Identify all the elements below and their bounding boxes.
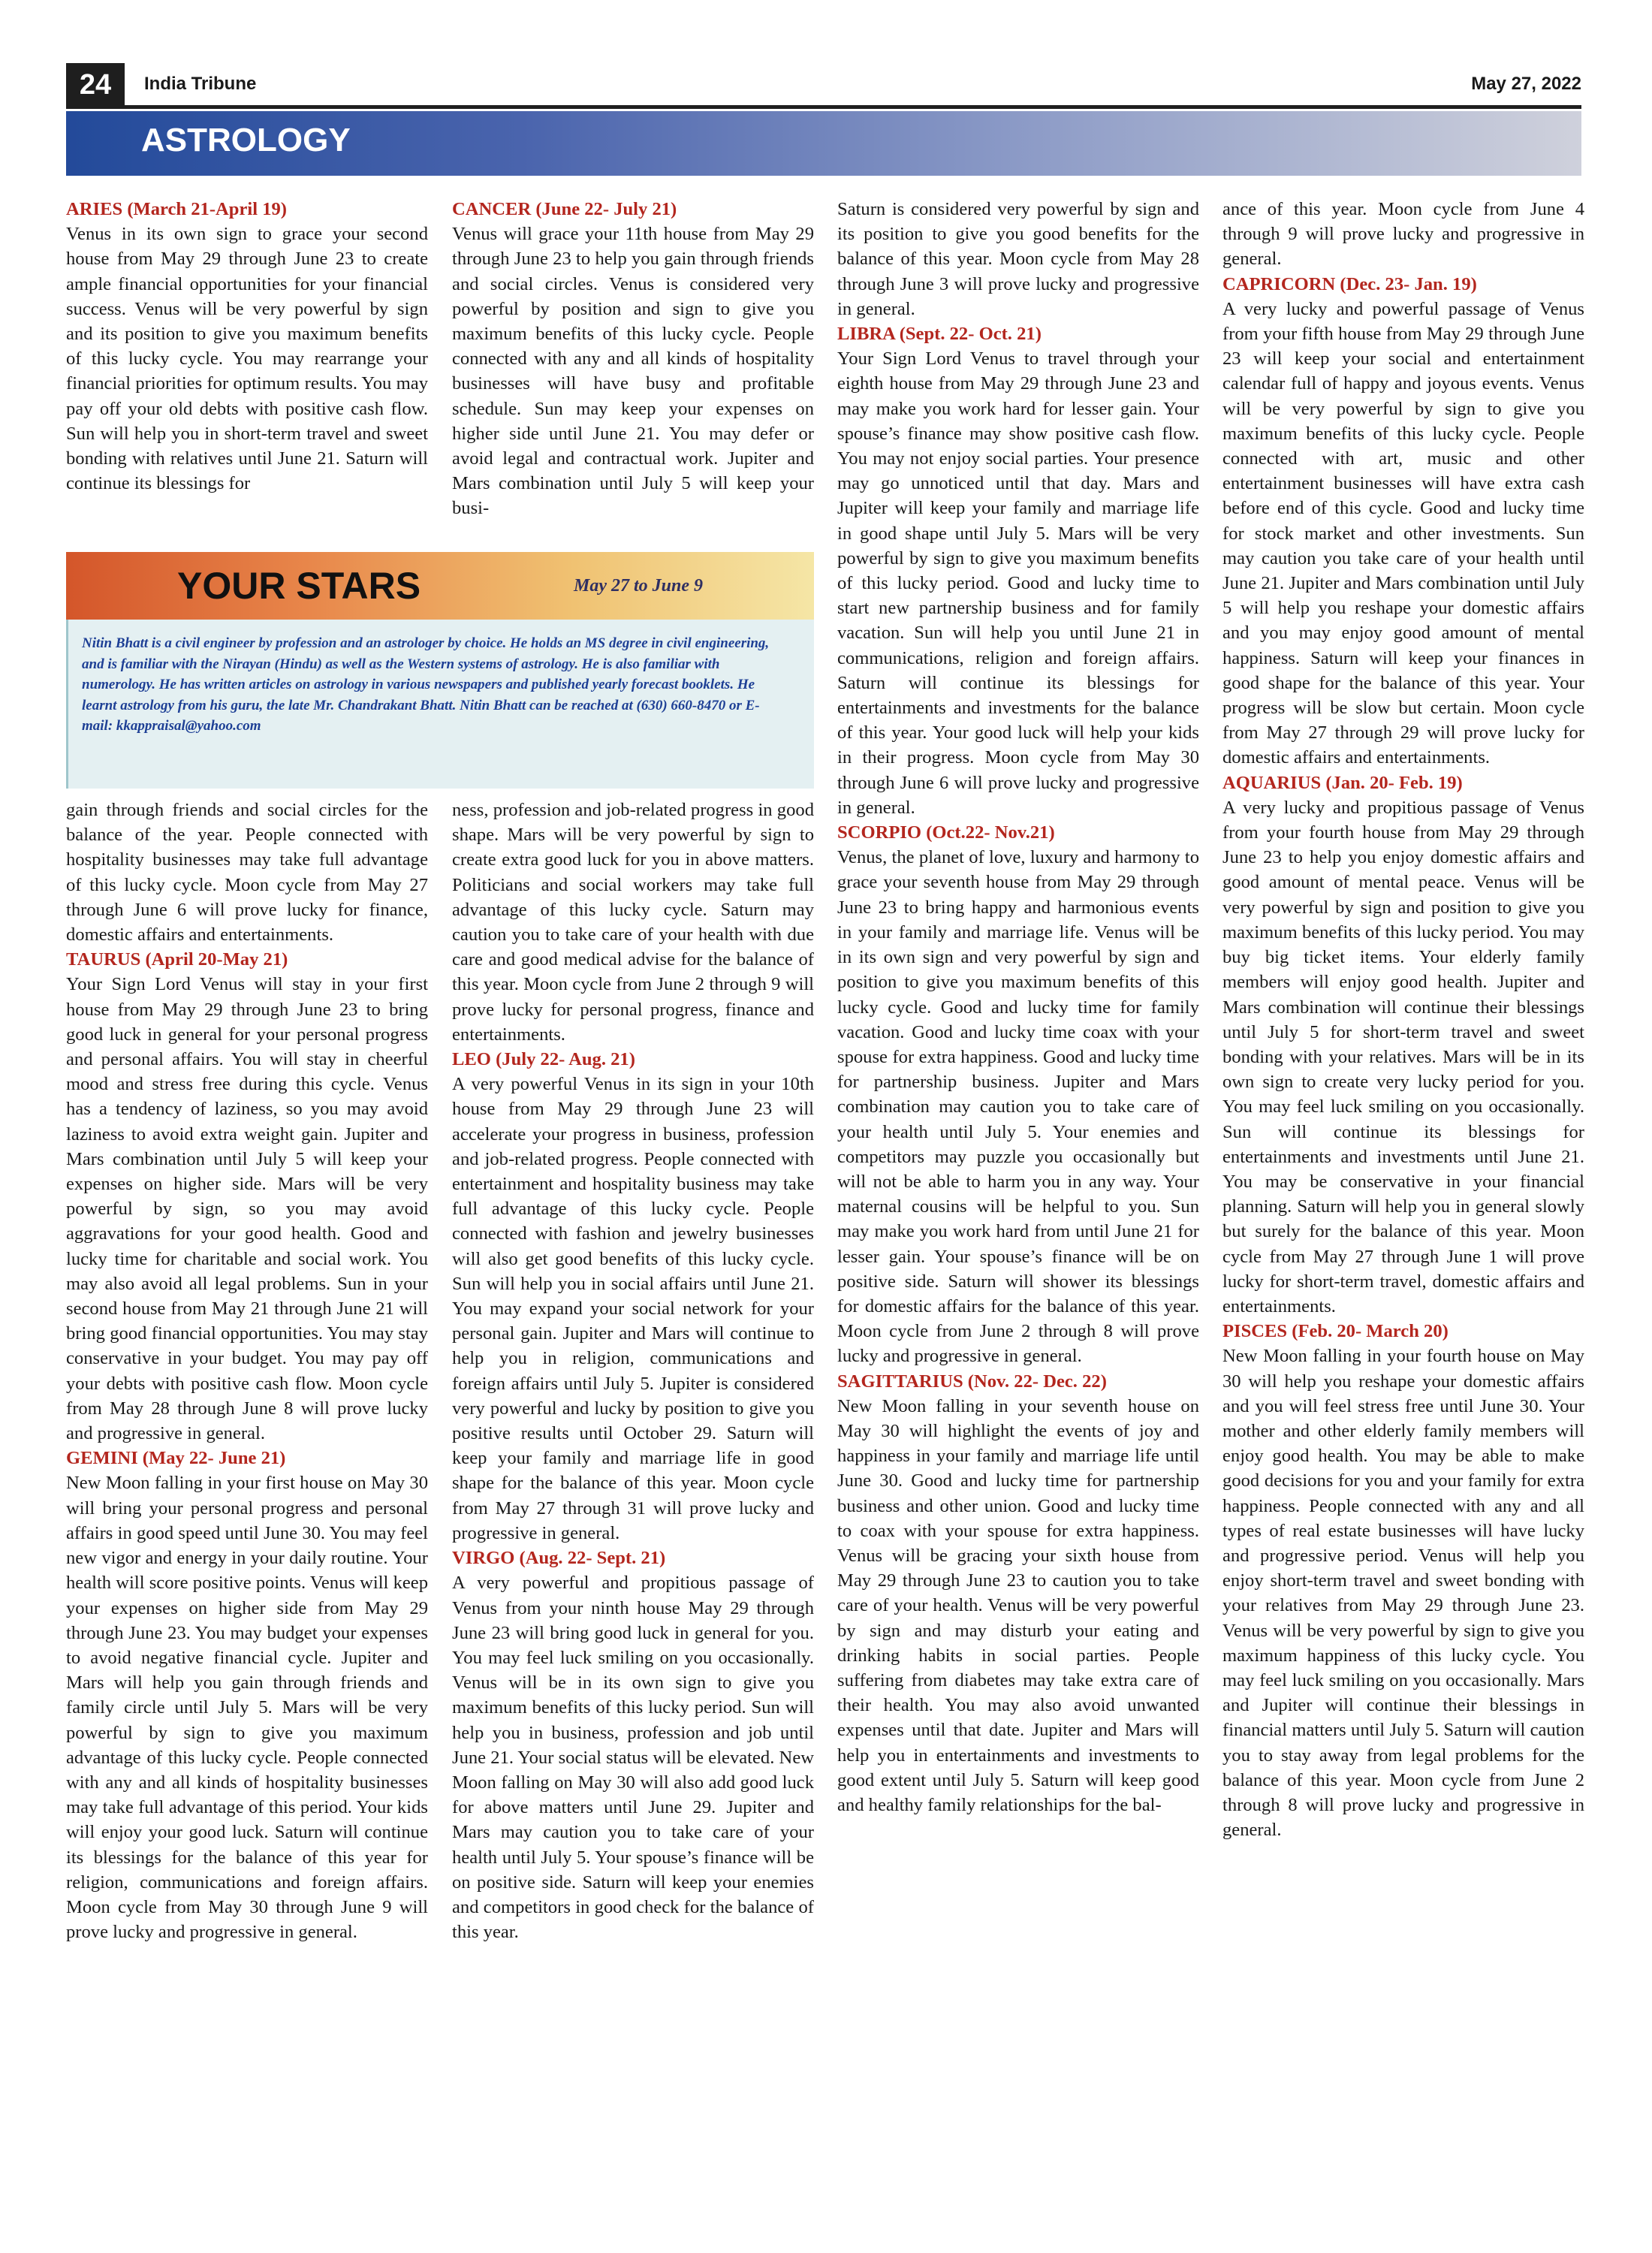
publication-name: India Tribune xyxy=(144,74,257,94)
sign-heading-aries: ARIES (March 21-April 19) xyxy=(66,199,287,219)
section-title: ASTROLOGY xyxy=(141,122,351,158)
column-2-top xyxy=(452,197,814,521)
sign-text-sagittarius: New Moon falling in your seventh house on May 30 will highlight the events of joy and happiness in your family and marriage life until June 30. Good and lucky time for partnership business and other union. Good and lucky time to coax with your spouse for extra happiness. Venus will be gracing your sixth house from May 29 through June 23 to caution you to take care of your health. Venus will be very powerful by sign and may disturb your eating and drinking habits in social parties. People suffering from diabetes may take extra care of their health. You may also avoid unwanted expenses until that date. Jupiter and Mars will help you in entertainments and investments to good extent until July 5. Saturn will keep good and healthy family relationships for the bal- xyxy=(837,1395,1199,1815)
sign-heading-leo: LEO (July 22- Aug. 21) xyxy=(452,1049,635,1070)
sign-heading-aquarius: AQUARIUS (Jan. 20- Feb. 19) xyxy=(1222,772,1463,793)
sign-text-aries-part1: Venus in its own sign to grace your second house from May 29 through June 23 to create ample financial opportunities for your financial success. Venus will be very powerful by sign and its position to give you maximum benefits of this lucky cycle. You may rearrange your financial priorities for optimum results. You may pay off your old debts with positive cash flow. Sun will help you in short-term travel and sweet bonding with relatives until June 21. Saturn will continue its blessings for xyxy=(66,224,428,494)
column-4 xyxy=(1222,197,1584,1842)
sign-text-taurus: Your Sign Lord Venus will stay in your first house from May 29 through June 23 to bring good luck in general for your personal progress and personal affairs. You will stay in cheerful mood and stress free during this cycle. Venus has a tendency of laziness, so you may avoid laziness to avoid extra weight gain. Jupiter and Mars combination until July 5 will keep your expenses on higher side. Mars will be very powerful by sign, so you may avoid aggravations for your good health. Good and lucky time for charitable and social work. You may also avoid all legal problems. Sun in your second house from May 21 through June 21 will bring good financial opportunities. You may stay conservative in your budget. You may pay off your debts with positive cash flow. Moon cycle from May 28 through June 8 will prove lucky and progressive in general. xyxy=(66,974,428,1444)
sign-heading-libra: LIBRA (Sept. 22- Oct. 21) xyxy=(837,324,1042,345)
column-1-top xyxy=(66,197,428,496)
sign-text-gemini: New Moon falling in your first house on May 30 will bring your personal progress and personal affairs in good speed until June 30. You may feel new vigor and energy in your daily routine. Your health will score positive points. Venus will keep your expenses on higher side from May 29 through June 23. You may budget your expenses to avoid negative financial cycle. Jupiter and Mars will help you gain through friends and family circle until July 5. Mars will be very powerful by sign to give you maximum advantage of this lucky cycle. People connected with any and all kinds of hospitality businesses may take full advantage of this period. Your kids will enjoy your good luck. Saturn will continue its blessings for the balance of this year for religion, communications and foreign affairs. Moon cycle from May 30 through June 9 will prove lucky and progressive in general. xyxy=(66,1473,428,1943)
sign-text-sagittarius-continued: ance of this year. Moon cycle from June 4 through 9 will prove lucky and progressive in general. xyxy=(1222,199,1584,270)
sign-text-aries-part2: gain through friends and social circles for the balance of the year. People connected with hospitality businesses may take full advantage of this lucky cycle. Moon cycle from May 27 through June 6 will prove lucky for finance, domestic affairs and entertainments. xyxy=(66,800,428,946)
sign-heading-taurus: TAURUS (April 20-May 21) xyxy=(66,949,288,970)
sign-heading-sagittarius: SAGITTARIUS (Nov. 22- Dec. 22) xyxy=(837,1371,1107,1392)
header-rule xyxy=(66,105,1581,109)
sign-text-libra: Your Sign Lord Venus to travel through your eighth house from May 29 through June 23 and may make you work hard for lesser gain. Your spouse’s finance may show positive cash flow. You may not enjoy social parties. Your presence may go unnoticed until that day. Mars and Jupiter will keep your family and marriage life in good shape until July 5. Mars will be very powerful by sign to give you maximum benefits of this lucky period. Good and lucky time to start new partnership business and for family vacation. Sun will help you until June 21 in communications, religion and foreign affairs. Saturn will continue its blessings for entertainments and investments for the balance of this year. Your good luck will help your kids in their progress. Moon cycle from May 30 through June 6 will prove lucky and progressive in general. xyxy=(837,348,1199,818)
sign-text-capricorn: A very lucky and powerful passage of Venus from your fifth house from May 29 through June 23 will keep your social and entertainment calendar full of happy and joyous events. Venus will be very powerful by sign to give you maximum benefits of this lucky cycle. People connected with art, music and other entertainment businesses will have extra cash before end of this cycle. Good and lucky time for stock market and other investments. Sun may caution you take care of your health until June 21. Jupiter and Mars combination until July 5 will help you reshape your domestic affairs and you may enjoy good amount of mental happiness. Saturn will keep your finances in good shape for the balance of this year. Your progress will be slow but certain. Moon cycle from May 27 through 29 will prove lucky for domestic affairs and entertainments. xyxy=(1222,298,1584,768)
page-number: 24 xyxy=(66,63,125,107)
your-stars-banner xyxy=(66,552,814,620)
page-header xyxy=(66,63,1581,110)
issue-date: May 27, 2022 xyxy=(1471,74,1581,94)
sign-text-virgo: A very powerful and propitious passage of Venus from your ninth house May 29 through June 23 will bring good luck in general for you. You may feel luck smiling on you occasionally. Venus will be in its own sign to give you maximum benefits of this lucky period. Sun will help you in business, profession and job until June 21. Your social status will be elevated. New Moon falling on May 30 will also add good luck for above matters until June 29. Jupiter and Mars may caution you to take care of your health until July 5. Your spouse’s finance will be on positive side. Saturn will keep your enemies and competitors in good check for the balance of this year. xyxy=(452,1573,814,1943)
sign-text-cancer-part1: Venus will grace your 11th house from May 29 through June 23 to help you gain through friends and social circles. Venus is considered very powerful by position and sign to give you maximum benefits of this lucky cycle. People connected with any and all kinds of hospitality businesses will have busy and profitable schedule. Sun may keep your expenses on higher side until June 21. You may defer or avoid legal and contractual work. Jupiter and Mars combination until July 5 will keep your busi- xyxy=(452,224,814,519)
sign-heading-pisces: PISCES (Feb. 20- March 20) xyxy=(1222,1321,1449,1342)
sign-text-virgo-continued: Saturn is considered very powerful by sign and its position to give you good benefits for the balance of this year. Moon cycle from May 28 through June 3 will prove lucky and progressive in general. xyxy=(837,199,1199,319)
sign-text-cancer-part2: ness, profession and job-related progress in good shape. Mars will be very powerful by sign to create extra good luck for you in above matters. Politicians and social workers may take full advantage of this lucky cycle. Saturn may caution you to take care of your health with due care and good medical advise for the balance of this year. Moon cycle from June 2 through 9 will prove lucky for personal progress, finance and entertainments. xyxy=(452,800,814,1045)
column-2-bottom xyxy=(452,798,814,1944)
feature-title: YOUR STARS xyxy=(177,565,421,607)
sign-heading-gemini: GEMINI (May 22- June 21) xyxy=(66,1448,286,1469)
section-banner xyxy=(66,111,1581,176)
author-bio-box xyxy=(66,620,814,789)
column-1-bottom xyxy=(66,798,428,1944)
feature-dates: May 27 to June 9 xyxy=(574,576,704,596)
author-bio: Nitin Bhatt is a civil engineer by profession and an astrologer by choice. He holds an MS degree in civil engineering, and is familiar with the Nirayan (Hindu) as well as the Western systems of astrology. He is also familiar with numerology. He has written articles on astrology in various newspapers and published yearly forecast booklets. He learnt astrology from his guru, the late Mr. Chandrakant Bhatt. Nitin Bhatt can be reached at (630) 660-8470 or E-mail: kkappraisal@yahoo.com xyxy=(82,635,770,734)
sign-text-pisces: New Moon falling in your fourth house on May 30 will help you reshape your domestic affairs and you will feel stress free until June 30. Your mother and other elderly family members will enjoy good health. You may be able to make good decisions for you and your family for extra happiness. People connected with any and all types of real estate businesses will have lucky and progressive period. Venus will help you enjoy short-term travel and sweet bonding with your relatives from May 29 through June 23. Venus will be very powerful by sign to give you maximum happiness of this lucky cycle. You may feel luck smiling on you occasionally. Mars and Jupiter will continue their blessings in financial matters until July 5. Saturn will caution you to stay away from legal problems for the balance of this year. Moon cycle from June 2 through 8 will prove lucky and progressive in general. xyxy=(1222,1346,1584,1841)
sign-text-leo: A very powerful Venus in its sign in your 10th house from May 29 through June 23 will accelerate your progress in business, profession and job-related progress. People connected with entertainment and hospitality business may take full advantage of this lucky cycle. People connected with fashion and jewelry businesses will also get good benefits of this lucky cycle. Sun will help you in social affairs until June 21. You may expand your social network for your personal gain. Jupiter and Mars will continue to help you in religion, communications and foreign affairs until July 5. Jupiter is considered very powerful and lucky by position to give you positive results until October 29. Saturn will keep your family and marriage life in good shape for the balance of this year. Moon cycle from May 27 through 31 will prove lucky and progressive in general. xyxy=(452,1074,814,1543)
sign-text-scorpio: Venus, the planet of love, luxury and harmony to grace your seventh house from May 29 through June 23 to bring happy and harmonious events in your family and marriage life. Venus will be in its own sign and very powerful by sign and position to give you maximum benefits of this lucky cycle. Good and lucky time for family vacation. Good and lucky time coax with your spouse for extra happiness. Good and lucky time for partnership business. Jupiter and Mars combination may caution you to take care of your health until July 5. Your enemies and competitors may puzzle you occasionally but will not be able to harm you in any way. Your maternal cousins will be helpful to you. Sun may make you work hard from until June 21 for lesser gain. Your spouse’s finance will be on positive side. Saturn will shower its blessings for domestic affairs for the balance of this year. Moon cycle from June 2 through 8 will prove lucky and progressive in general. xyxy=(837,847,1199,1367)
sign-heading-scorpio: SCORPIO (Oct.22- Nov.21) xyxy=(837,822,1055,843)
sign-heading-virgo: VIRGO (Aug. 22- Sept. 21) xyxy=(452,1548,666,1569)
column-3 xyxy=(837,197,1199,1817)
sign-heading-cancer: CANCER (June 22- July 21) xyxy=(452,199,677,219)
sign-text-aquarius: A very lucky and propitious passage of Venus from your fourth house from May 29 through June 23 to help you enjoy domestic affairs and good amount of mental peace. Venus will be very powerful by sign and position to give you maximum benefits of this lucky period. You may buy big ticket items. Your elderly family members will enjoy good health. Jupiter and Mars combination will continue their blessings until July 5 for short-term travel and sweet bonding with your relatives. Mars will be in its own sign to create very lucky period for you. You may feel luck smiling on you occasionally. Sun will continue its blessings for entertainments and investments until June 21. You may be conservative in your financial planning. Saturn will help you in general slowly but surely for the balance of this year. Moon cycle from May 27 through June 1 will prove lucky for short-term travel, domestic affairs and entertainments. xyxy=(1222,797,1584,1317)
sign-heading-capricorn: CAPRICORN (Dec. 23- Jan. 19) xyxy=(1222,273,1477,294)
